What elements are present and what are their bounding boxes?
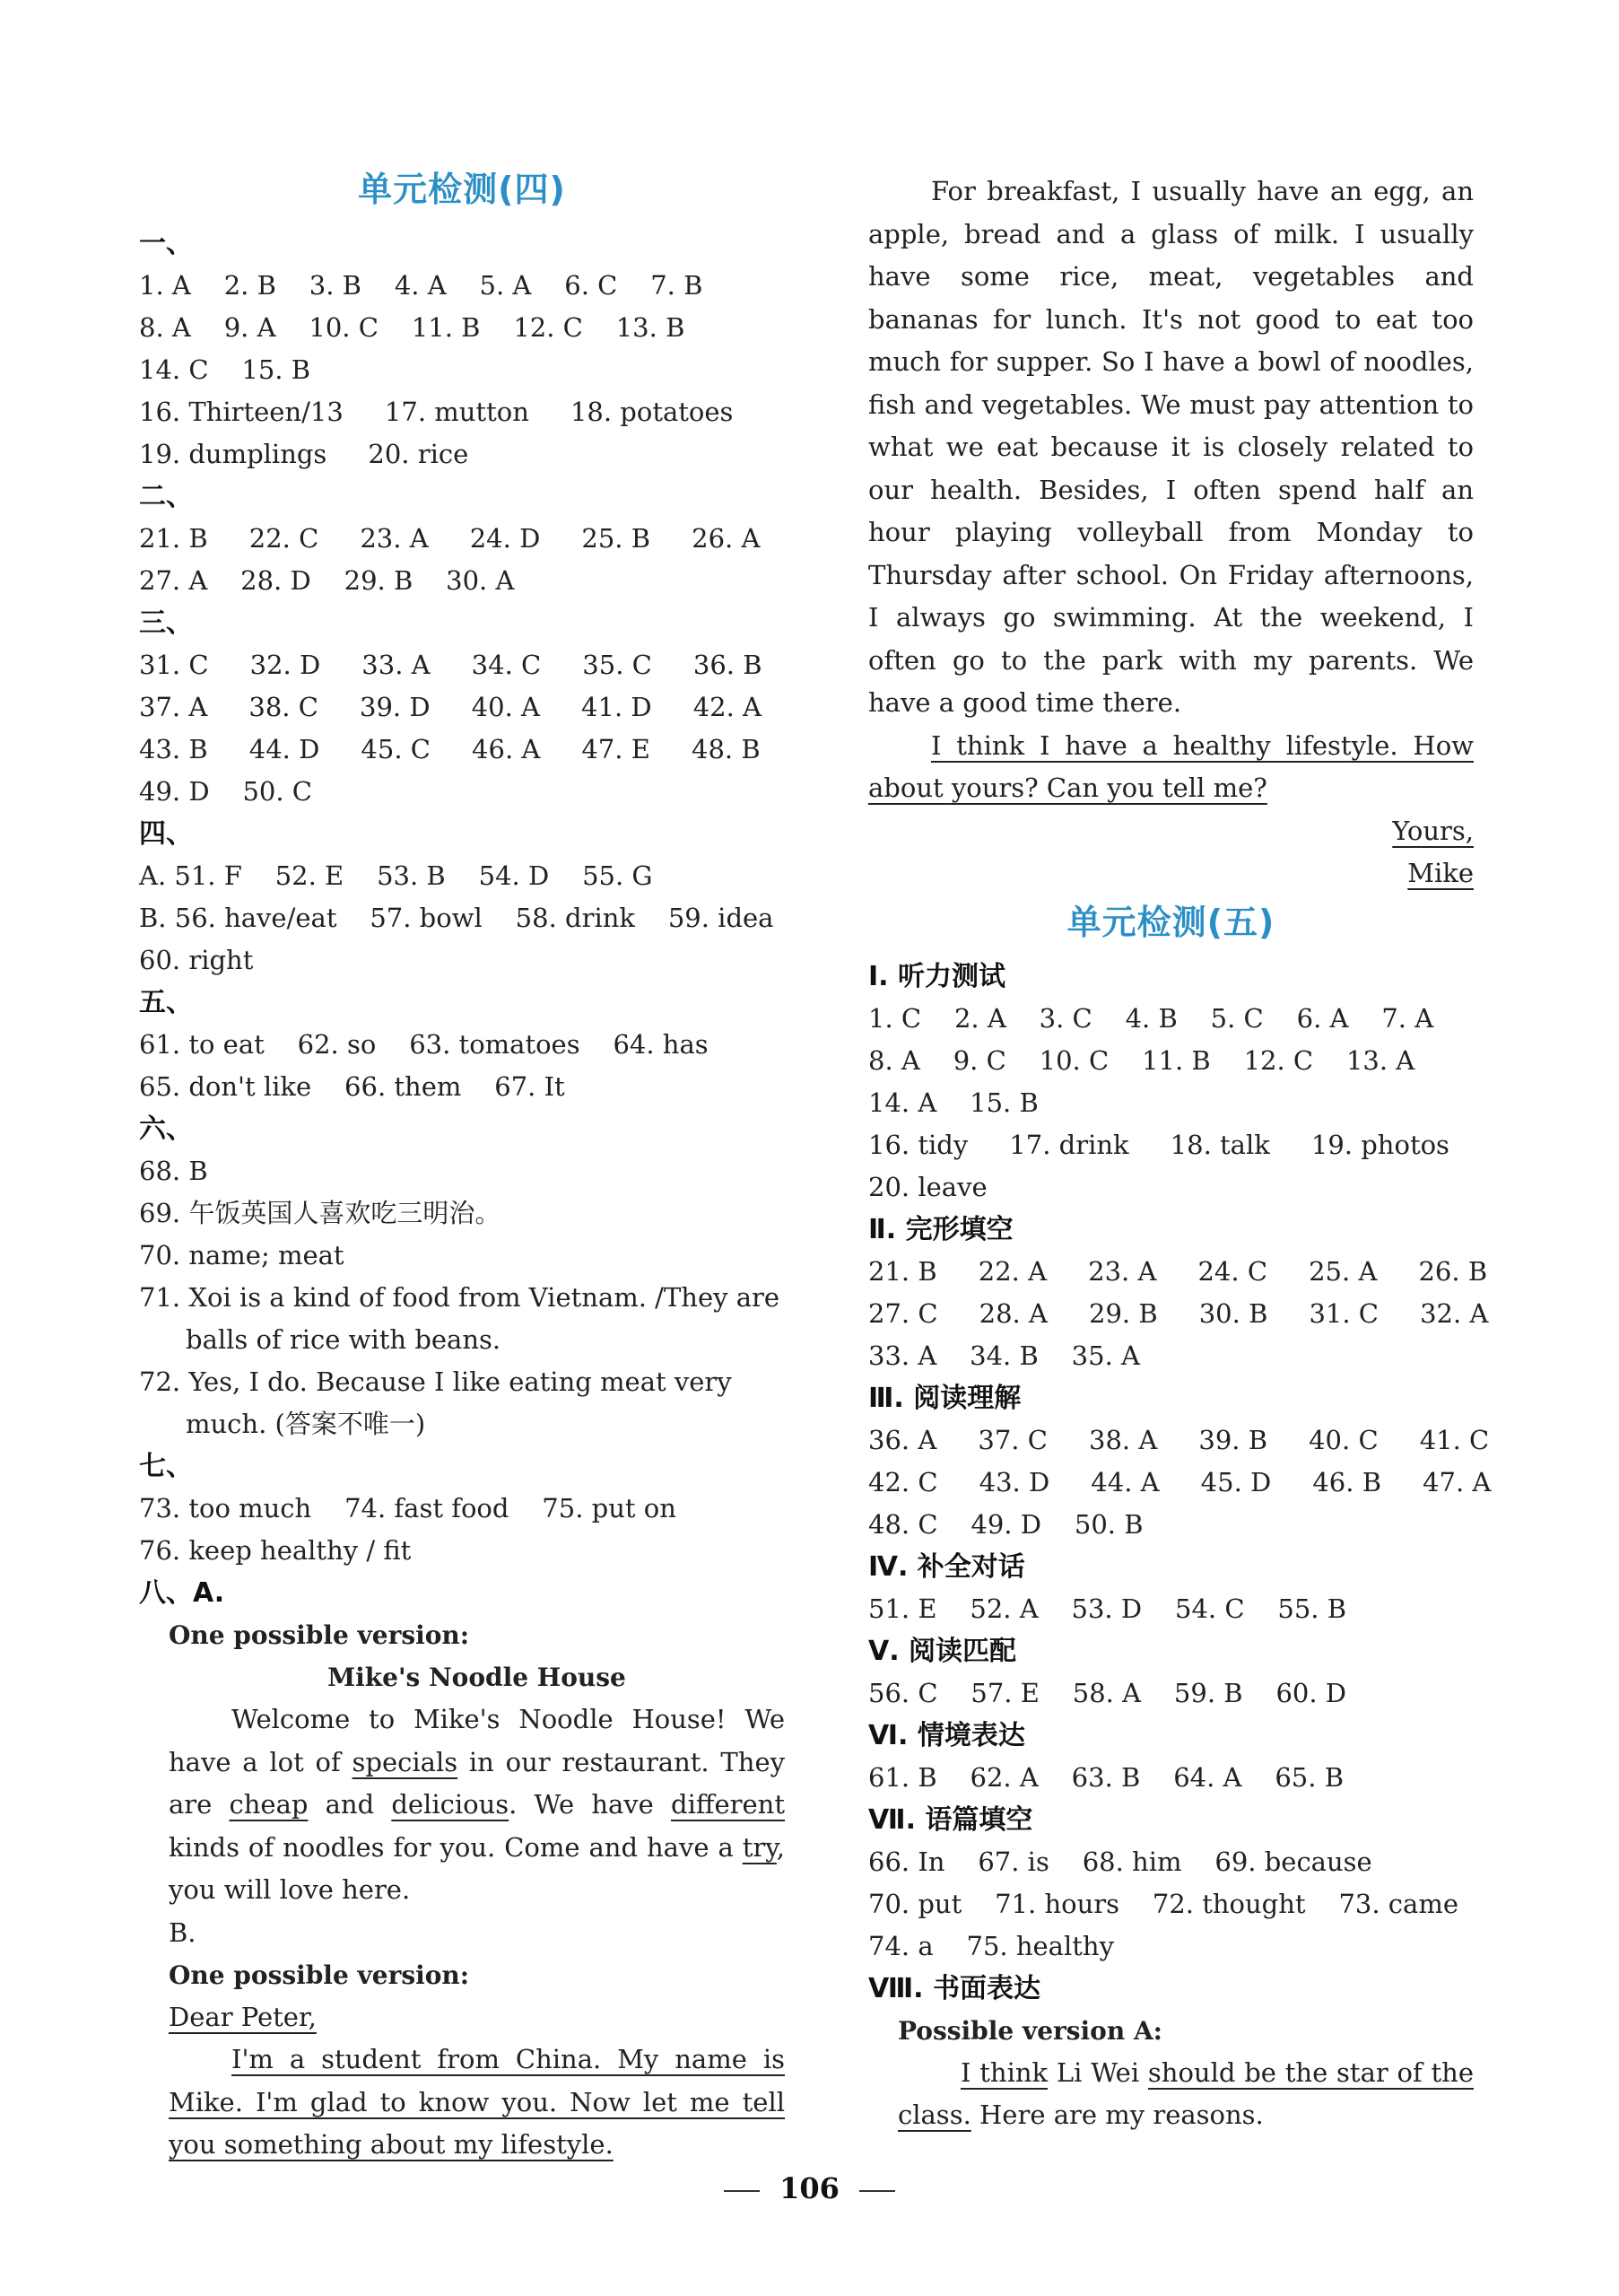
right-column: [868, 170, 1492, 2137]
answer-line: 73. too much 74. fast food 75. put on: [139, 1493, 676, 1523]
situation-heading: Ⅵ. 情境表达: [868, 1719, 1025, 1751]
answer-line: 70. put 71. hours 72. thought 73. came: [868, 1888, 1458, 1919]
section-4-heading: 四、: [139, 818, 193, 850]
part-b-label: B.: [169, 1916, 196, 1948]
answer-line: 49. D 50. C: [139, 776, 312, 807]
answer-line: 1. A 2. B 3. B 4. A 5. A 6. C 7. B: [139, 270, 703, 301]
answer-line: 65. don't like 66. them 67. It: [139, 1071, 565, 1102]
answer-line: 48. C 49. D 50. B: [868, 1508, 1144, 1540]
answer-line: 20. leave: [868, 1171, 988, 1202]
answer-line: 71. Xoi is a kind of food from Vietnam. /They are balls of rice with beans.: [139, 1282, 780, 1355]
page-number: 106: [0, 2171, 1619, 2205]
answer-line: 19. dumplings 20. rice: [139, 439, 469, 469]
essay-a-paragraph: Welcome to Mike's Noodle House! We have a lot of specials in our restaurant. They are cheap and delicious. We have different kinds of noodles for you. Come and have a try, you will love here.: [169, 1704, 785, 1905]
answer-line: 37. A 38. C 39. D 40. A 41. D 42. A: [139, 692, 762, 722]
answer-line: 56. C 57. E 58. A 59. B 60. D: [868, 1677, 1347, 1708]
answer-line: 69. 午饭英国人喜欢吃三明治。: [139, 1198, 501, 1228]
answer-line: 61. to eat 62. so 63. tomatoes 64. has: [139, 1029, 709, 1060]
answer-line: 42. C 43. D 44. A 45. D 46. B 47. A: [868, 1466, 1492, 1497]
answer-line: 68. B: [139, 1156, 208, 1186]
answer-line: 70. name; meat: [139, 1240, 344, 1270]
answer-line: 1. C 2. A 3. C 4. B 5. C 6. A 7. A: [868, 1002, 1434, 1034]
cloze-heading: Ⅱ. 完形填空: [868, 1213, 1014, 1245]
answer-line: 31. C 32. D 33. A 34. C 35. C 36. B: [139, 650, 762, 680]
answer-line: 33. A 34. B 35. A: [868, 1340, 1140, 1371]
section-8-heading: 八、A.: [139, 1577, 225, 1609]
letter-greeting: Dear Peter,: [169, 2001, 317, 2032]
answer-line: 27. A 28. D 29. B 30. A: [139, 565, 515, 596]
section-1-heading: 一、: [139, 228, 193, 259]
section-5-heading: 五、: [139, 987, 193, 1018]
answer-line: 76. keep healthy / fit: [139, 1535, 412, 1566]
answer-line: 61. B 62. A 63. B 64. A 65. B: [868, 1761, 1345, 1793]
possible-version-label: Possible version A:: [898, 2015, 1162, 2046]
answer-line: 8. A 9. A 10. C 11. B 12. C 13. B: [139, 312, 685, 343]
answer-line: 36. A 37. C 38. A 39. B 40. C 41. C: [868, 1424, 1490, 1455]
answer-line: 51. E 52. A 53. D 54. C 55. B: [868, 1593, 1347, 1624]
left-column: [139, 162, 785, 2167]
essay-title: Mike's Noodle House: [327, 1663, 626, 1692]
answer-line: 8. A 9. C 10. C 11. B 12. C 13. A: [868, 1044, 1415, 1076]
page-number-dash-right: [859, 2190, 895, 2192]
section-7-heading: 七、: [139, 1451, 193, 1482]
answer-line: 21. B 22. C 23. A 24. D 25. B 26. A: [139, 523, 761, 554]
section-3-heading: 三、: [139, 607, 193, 639]
listening-heading: Ⅰ. 听力测试: [868, 960, 1006, 992]
answer-line: 27. C 28. A 29. B 30. B 31. C 32. A: [868, 1297, 1489, 1329]
letter-paragraph-2: For breakfast, I usually have an egg, an apple, bread and a glass of milk. I usually have some rice, meat, vegetables and bananas for lunch. It's not good to eat too much for supper. So I have a bowl of noodles, fish and vegetables. We must pay attention to what we eat because it is closely related to our health. Besides, I often spend half an hour playing volleyball from Monday to Thursday after school. On Friday afternoons, I always go swimming. At the weekend, I often go to the park with my parents. We have a good time there.: [868, 176, 1474, 718]
answer-line: B. 56. have/eat 57. bowl 58. drink 59. idea: [139, 903, 774, 933]
letter-signature: Mike: [1407, 857, 1474, 888]
answer-line: 72. Yes, I do. Because I like eating meat very much. (答案不唯一): [139, 1366, 732, 1439]
answer-line: 16. Thirteen/13 17. mutton 18. potatoes: [139, 397, 734, 427]
letter-paragraph-1: I'm a student from China. My name is Mike. I'm glad to know you. Now let me tell you something about my lifestyle.: [169, 2044, 785, 2160]
possible-version-label: One possible version:: [169, 1960, 470, 1990]
unit-test-5-title: 单元检测(五): [1066, 902, 1275, 942]
answer-line: A. 51. F 52. E 53. B 54. D 55. G: [139, 860, 653, 891]
matching-heading: Ⅴ. 阅读匹配: [868, 1635, 1017, 1667]
answer-line: 66. In 67. is 68. him 69. because: [868, 1846, 1372, 1877]
writing-heading: Ⅷ. 书面表达: [868, 1972, 1041, 2004]
answer-line: 14. A 15. B: [868, 1087, 1039, 1118]
section-6-heading: 六、: [139, 1113, 193, 1145]
answer-line: 16. tidy 17. drink 18. talk 19. photos: [868, 1129, 1449, 1160]
section-2-heading: 二、: [139, 481, 193, 512]
passage-fill-heading: Ⅶ. 语篇填空: [868, 1803, 1033, 1836]
answer-line: 43. B 44. D 45. C 46. A 47. E 48. B: [139, 734, 761, 764]
dialogue-heading: Ⅳ. 补全对话: [868, 1550, 1025, 1583]
reading-heading: Ⅲ. 阅读理解: [868, 1382, 1022, 1414]
unit-test-4-title: 单元检测(四): [358, 170, 566, 209]
answer-line: 60. right: [139, 945, 254, 975]
letter-closing: Yours,: [1392, 815, 1474, 846]
possible-version-label: One possible version:: [169, 1620, 470, 1650]
letter-paragraph-3: I think I have a healthy lifestyle. How about yours? Can you tell me?: [868, 729, 1474, 803]
answer-line: 14. C 15. B: [139, 354, 311, 385]
answer-line: 74. a 75. healthy: [868, 1930, 1114, 1961]
writing-paragraph: I think Li Wei should be the star of the class. Here are my reasons.: [898, 2056, 1474, 2130]
answer-line: 21. B 22. A 23. A 24. C 25. A 26. B: [868, 1255, 1488, 1287]
page-number-dash-left: [724, 2190, 760, 2192]
